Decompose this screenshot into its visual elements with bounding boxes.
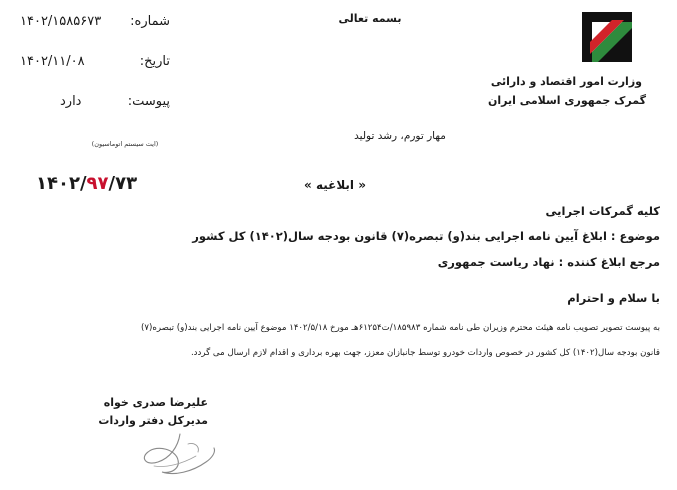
- signer-name: علیرضا صدری خواه: [103, 396, 208, 409]
- greeting: با سلام و احترام: [567, 291, 660, 305]
- system-note: (ایت سیستم اتوماسیون): [91, 140, 159, 148]
- attachment-label: پیوست:: [127, 94, 170, 109]
- notice-number-code: ۹۷: [86, 173, 109, 194]
- letter-date-row: [20, 54, 170, 69]
- letter-number-label: شماره:: [130, 14, 170, 29]
- letter-number-value: ۱۴۰۲/۱۵۸۵۶۷۳: [20, 14, 102, 29]
- notice-number: [36, 173, 137, 194]
- letter-date-value: ۱۴۰۲/۱۱/۰۸: [20, 54, 85, 69]
- organization-ministry: وزارت امور اقتصاد و دارائی: [490, 75, 642, 88]
- notice-title: « ابلاغیه »: [304, 178, 366, 192]
- attachment-row: [60, 94, 170, 109]
- subject-line: موضوع : ابلاغ آیین نامه اجرایی بند(و) تبصره(۷) قانون بودجه سال(۱۴۰۲) کل کشور: [192, 229, 660, 243]
- body-text-line-1: به پیوست تصویر تصویب نامه هیئت محترم وزیران طی نامه شماره ۱۸۵۹۸۳/ت۶۱۲۵۴هـ مورخ ۱۴۰۲/۵/۱۸ موضوع آیین نامه اجرایی بند(و) تبصره(۷): [141, 323, 660, 333]
- letter-number-row: [20, 14, 170, 29]
- recipient: کلیه گمرکات اجرایی: [545, 204, 660, 218]
- year-motto: مهار تورم، رشد تولید: [354, 130, 446, 142]
- body-text-line-2: قانون بودجه سال(۱۴۰۲) کل کشور در خصوص واردات خودرو توسط جانبازان معزز، جهت بهره برداری و اقدام لازم ارسال می گردد.: [190, 348, 660, 358]
- basmala-heading: بسمه تعالی: [338, 12, 402, 25]
- attachment-value: دارد: [60, 94, 82, 109]
- signer-title: مدیرکل دفتر واردات: [98, 414, 208, 427]
- issuing-authority: مرجع ابلاغ کننده : نهاد ریاست جمهوری: [437, 255, 660, 269]
- notice-number-seq: /۷۳: [108, 173, 138, 194]
- letter-date-label: تاریخ:: [139, 54, 170, 69]
- iran-customs-logo-icon: [576, 6, 638, 68]
- notice-number-year: ۱۴۰۲/: [36, 173, 87, 194]
- organization-customs: گمرک جمهوری اسلامی ایران: [487, 94, 646, 107]
